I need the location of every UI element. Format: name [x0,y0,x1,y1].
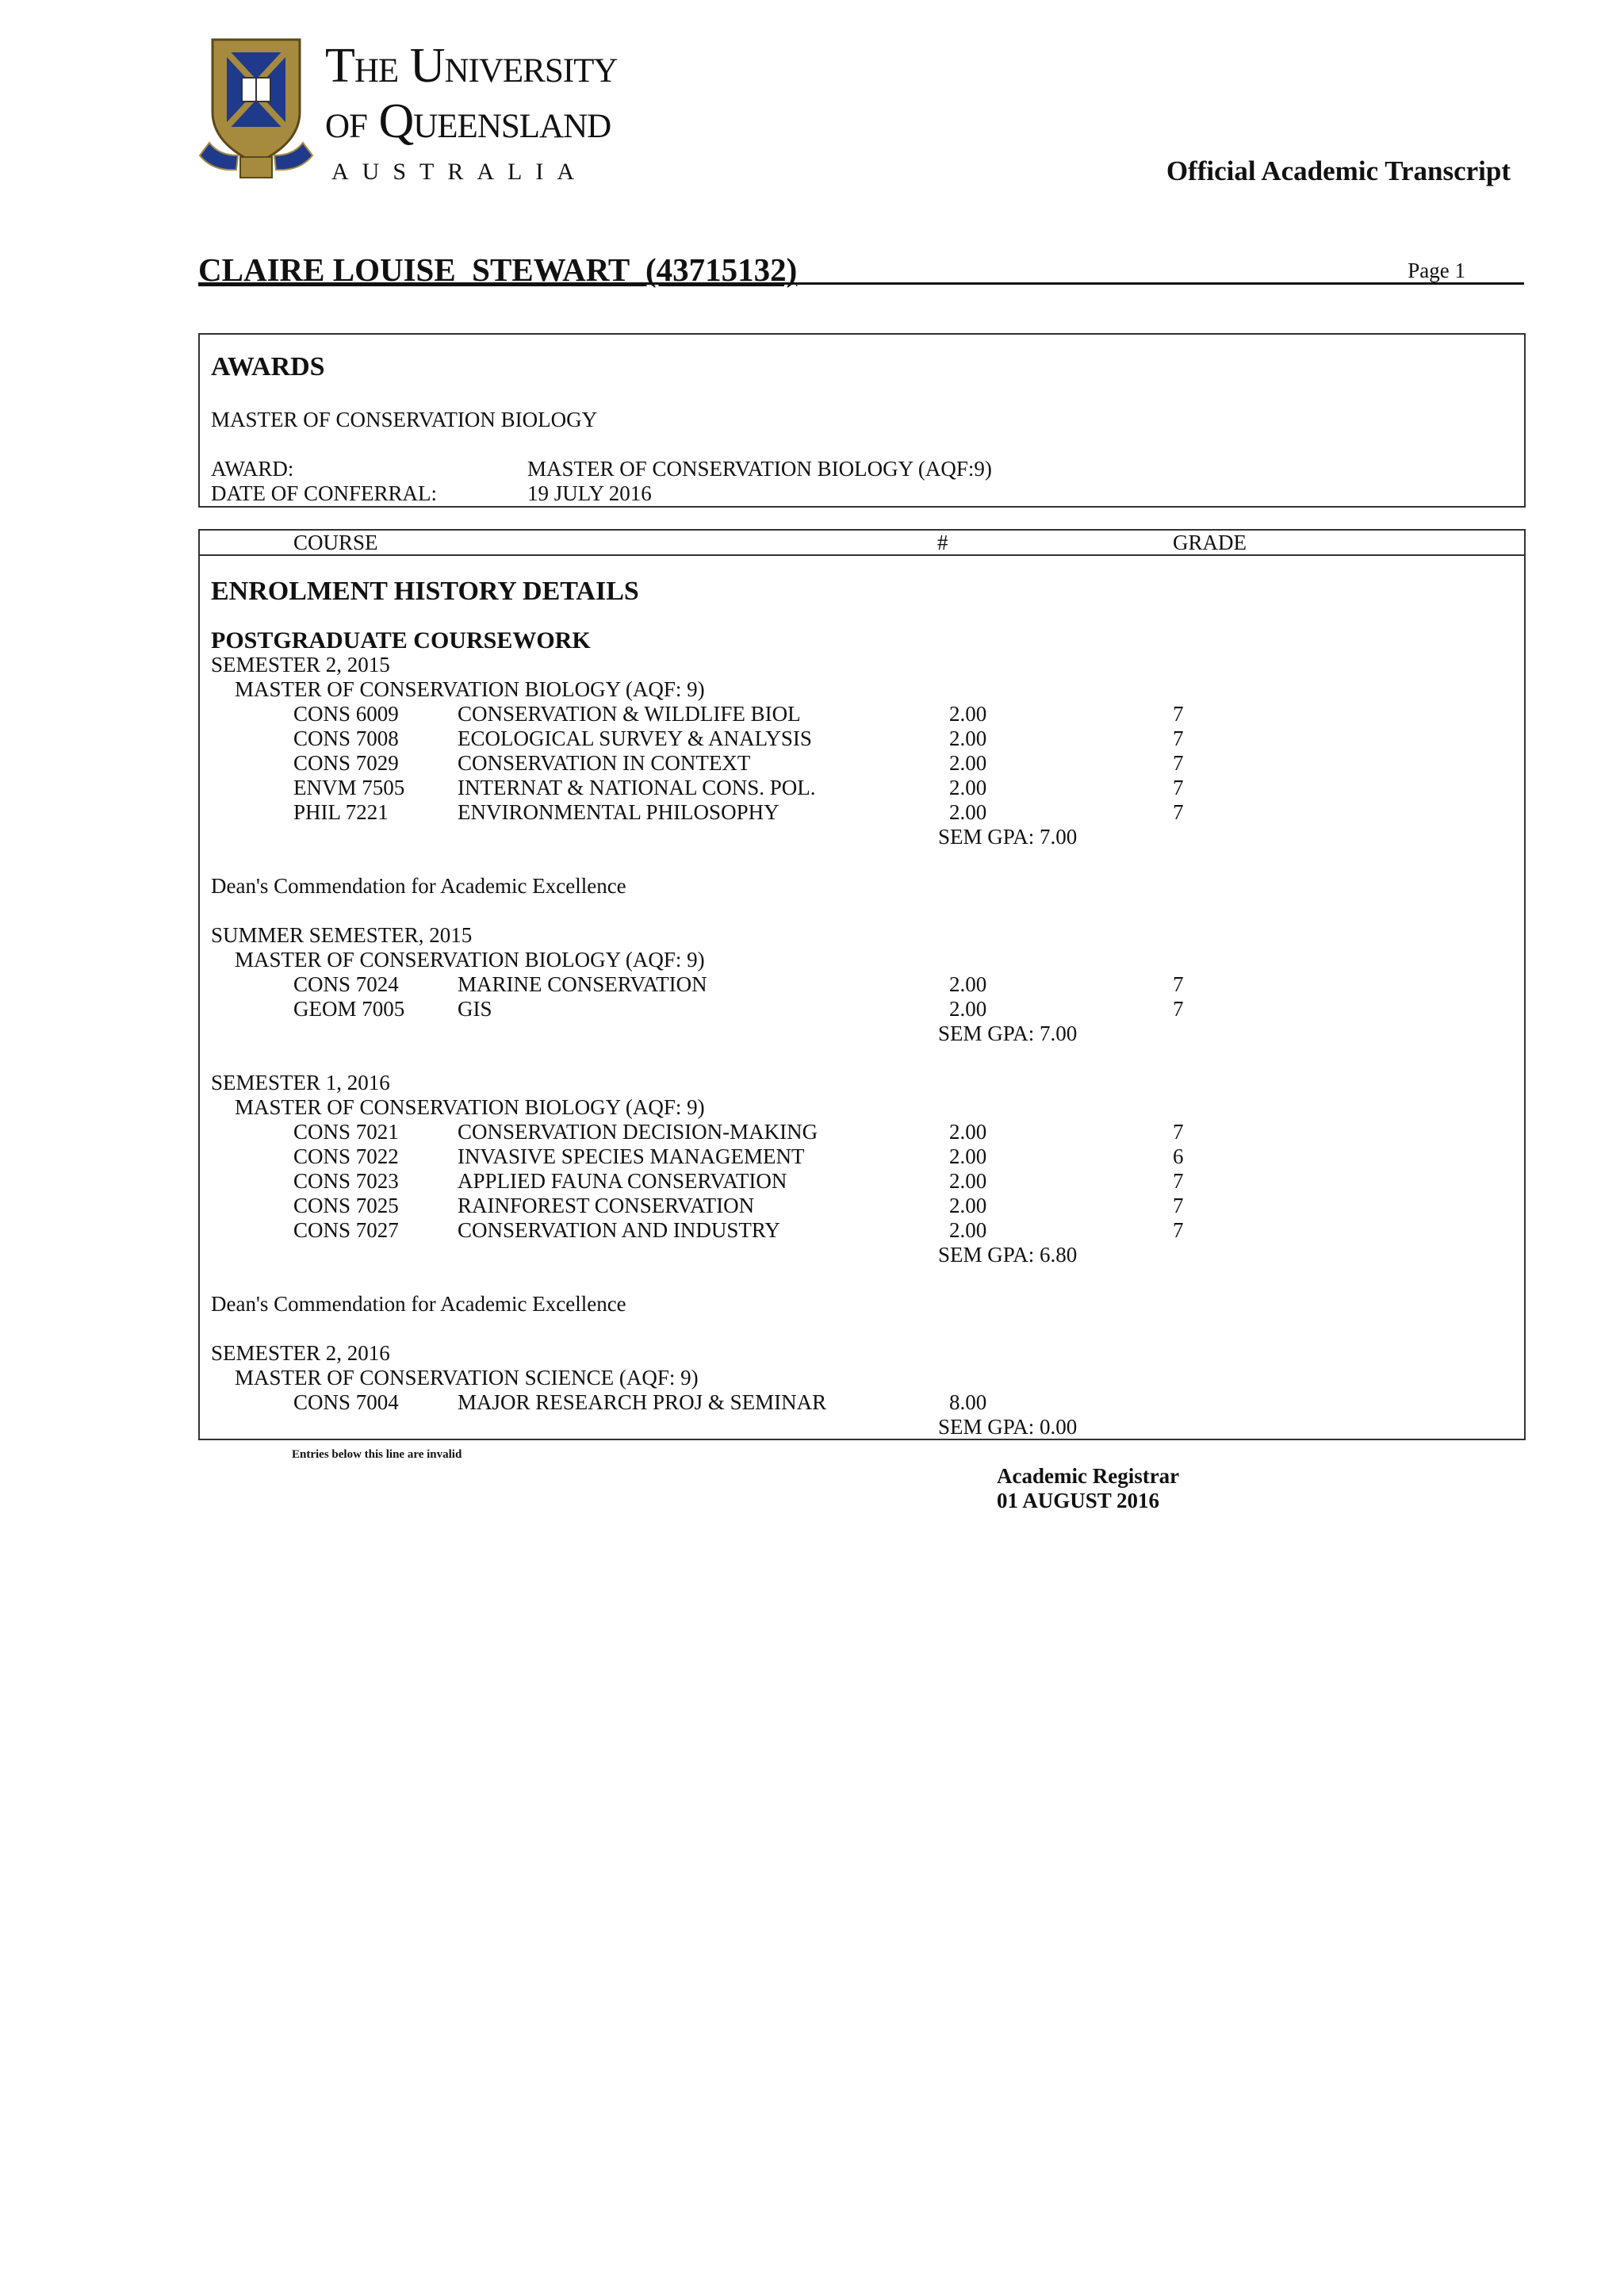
semester-gpa: SEM GPA: 6.80 [938,1243,1078,1267]
semester-program: MASTER OF CONSERVATION SCIENCE (AQF: 9) [235,1366,699,1389]
university-name [325,38,617,149]
course-row [200,702,1524,726]
col-units-header: # [937,531,948,554]
course-code: GEOM 7005 [293,997,405,1021]
enrolment-heading: ENROLMENT HISTORY DETAILS [211,577,639,606]
course-title: MARINE CONSERVATION [458,972,707,996]
awards-heading: AWARDS [211,352,325,381]
course-title: ENVIRONMENTAL PHILOSOPHY [458,800,779,824]
university-name-line2: of Queensland [325,94,611,148]
semester-gpa: SEM GPA: 7.00 [938,825,1078,849]
course-units: 2.00 [949,1218,987,1242]
semester-commendation: Dean's Commendation for Academic Excellence [211,1292,626,1316]
semester-gpa: SEM GPA: 7.00 [938,1022,1078,1045]
course-units: 2.00 [949,1169,987,1193]
awards-section [198,333,1526,508]
course-row [200,972,1524,997]
course-code: CONS 7022 [293,1144,399,1168]
course-row [200,726,1524,751]
course-row [200,1144,1524,1169]
col-grade-header: GRADE [1173,531,1247,554]
course-grade: 7 [1173,800,1184,824]
course-row [200,751,1524,776]
course-units: 2.00 [949,1120,987,1144]
course-code: CONS 7029 [293,751,399,775]
course-title: INTERNAT & NATIONAL CONS. POL. [458,776,816,799]
student-name: CLAIRE LOUISE STEWART (43715132) [198,251,798,288]
university-country: AUSTRALIA [331,159,588,185]
course-grade: 7 [1173,1194,1184,1217]
course-code: CONS 7024 [293,972,399,996]
course-code: CONS 7025 [293,1194,399,1217]
course-row [200,1390,1524,1415]
course-code: CONS 7027 [293,1218,399,1242]
signoff-date: 01 AUGUST 2016 [997,1489,1160,1512]
semester-name: SEMESTER 1, 2016 [211,1071,390,1094]
course-title: ECOLOGICAL SURVEY & ANALYSIS [458,726,812,750]
course-grade: 7 [1173,776,1184,799]
course-units: 2.00 [949,702,987,726]
course-grade: 7 [1173,726,1184,750]
awards-program: MASTER OF CONSERVATION BIOLOGY [211,408,598,431]
award-label: AWARD: [211,457,294,481]
course-table-header [200,531,1524,556]
course-code: CONS 7008 [293,726,399,750]
course-row [200,1194,1524,1218]
invalid-entries-note: Entries below this line are invalid [292,1448,462,1461]
semester-gpa: SEM GPA: 0.00 [938,1415,1078,1439]
course-code: PHIL 7221 [293,800,389,824]
course-grade: 7 [1173,1169,1184,1193]
course-title: CONSERVATION IN CONTEXT [458,751,751,775]
semester-name: SEMESTER 2, 2015 [211,653,390,677]
course-units: 2.00 [949,997,987,1021]
signatory: Academic Registrar [997,1464,1180,1488]
course-row [200,997,1524,1022]
course-code: CONS 7021 [293,1120,399,1144]
student-line [198,251,1524,288]
award-value: MASTER OF CONSERVATION BIOLOGY (AQF:9) [527,457,992,481]
document-title: Official Academic Transcript [1166,155,1511,186]
course-row [200,776,1524,800]
course-units: 8.00 [949,1390,987,1414]
conferral-label: DATE OF CONFERRAL: [211,481,438,505]
semester-program: MASTER OF CONSERVATION BIOLOGY (AQF: 9) [235,677,705,701]
course-title: INVASIVE SPECIES MANAGEMENT [458,1144,805,1168]
course-units: 2.00 [949,776,987,799]
semester-commendation: Dean's Commendation for Academic Excellence [211,874,626,898]
course-title: GIS [458,997,492,1021]
course-units: 2.00 [949,800,987,824]
course-grade: 7 [1173,972,1184,996]
course-title: CONSERVATION DECISION-MAKING [458,1120,818,1144]
semester-name: SEMESTER 2, 2016 [211,1341,390,1365]
course-code: CONS 7023 [293,1169,399,1193]
course-title: MAJOR RESEARCH PROJ & SEMINAR [458,1390,827,1414]
course-code: CONS 6009 [293,702,399,726]
course-title: APPLIED FAUNA CONSERVATION [458,1169,787,1193]
course-title: CONSERVATION & WILDLIFE BIOL [458,702,801,726]
course-units: 2.00 [949,972,987,996]
course-row [200,1120,1524,1144]
university-crest-icon [197,36,316,187]
course-row [200,800,1524,825]
course-grade: 7 [1173,997,1184,1021]
course-row [200,1218,1524,1243]
course-units: 2.00 [949,1194,987,1217]
course-units: 2.00 [949,751,987,775]
course-grade: 7 [1173,751,1184,775]
course-code: ENVM 7505 [293,776,405,799]
course-title: RAINFOREST CONSERVATION [458,1194,755,1217]
career-heading: POSTGRADUATE COURSEWORK [211,627,591,654]
course-code: CONS 7004 [293,1390,399,1414]
course-grade: 6 [1173,1144,1184,1168]
course-grade: 7 [1173,702,1184,726]
course-units: 2.00 [949,726,987,750]
page-number: Page 1 [1408,259,1465,282]
course-title: CONSERVATION AND INDUSTRY [458,1218,780,1242]
semester-program: MASTER OF CONSERVATION BIOLOGY (AQF: 9) [235,948,705,972]
course-grade: 7 [1173,1218,1184,1242]
course-grade: 7 [1173,1120,1184,1144]
course-units: 2.00 [949,1144,987,1168]
semester-name: SUMMER SEMESTER, 2015 [211,923,473,947]
course-row [200,1169,1524,1194]
col-course-header: COURSE [293,531,378,554]
university-name-line1: The University [325,39,618,93]
semester-program: MASTER OF CONSERVATION BIOLOGY (AQF: 9) [235,1095,705,1119]
enrolment-section [198,529,1526,1440]
conferral-value: 19 JULY 2016 [527,481,652,505]
